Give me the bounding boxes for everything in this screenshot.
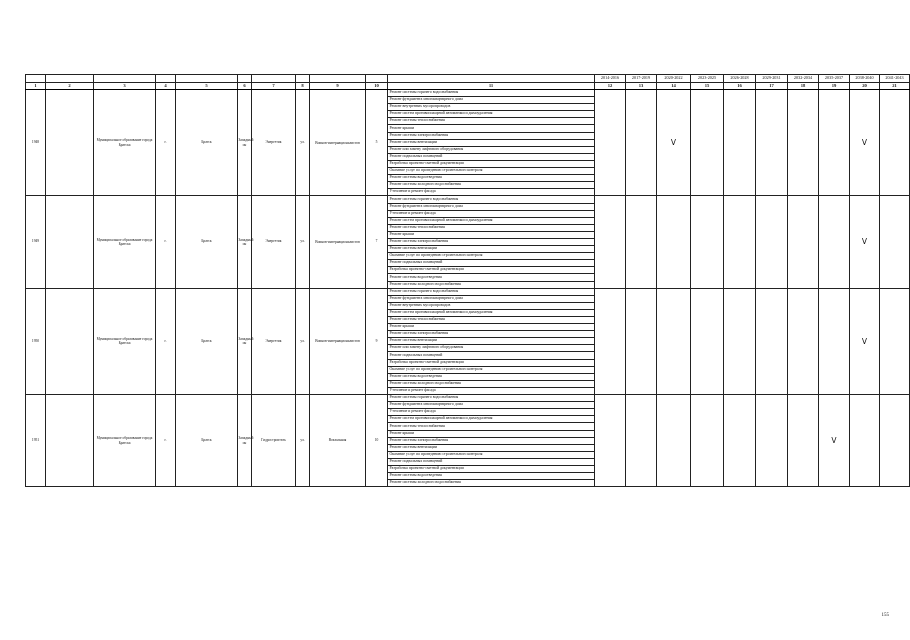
street-type-cell: ул.: [296, 196, 310, 288]
period-mark-cell: [819, 90, 850, 196]
blank-cell: [46, 196, 94, 288]
period-mark-cell: V: [850, 288, 880, 394]
municipality-cell: Муниципальное образование города Братска: [94, 196, 156, 288]
work-item: Ремонт системы теплоснабжения: [388, 224, 595, 231]
blank-cell: [46, 90, 94, 196]
period-header-row: [26, 75, 910, 83]
period-mark-cell: [626, 90, 657, 196]
work-item: Ремонт подвальных помещений: [388, 153, 595, 160]
column-number: 4: [156, 83, 176, 90]
work-item: Ремонт системы водоотведения: [388, 175, 595, 182]
street-cell: Воинов-интернационалистов: [310, 288, 366, 394]
house-number-cell: 9: [366, 288, 388, 394]
city-type-cell: г.: [156, 90, 176, 196]
work-item: Ремонт крыши: [388, 430, 595, 437]
house-number-cell: 7: [366, 196, 388, 288]
work-item: Утепление и ремонт фасада: [388, 189, 595, 196]
period-mark-cell: [788, 90, 819, 196]
street-cell: Воинов-интернационалистов: [310, 90, 366, 196]
column-number: 20: [850, 83, 880, 90]
street-type-cell: ул.: [296, 90, 310, 196]
work-item: Ремонт крыши: [388, 125, 595, 132]
work-item: Ремонт подвальных помещений: [388, 352, 595, 359]
work-item: Ремонт фундамента многоквартирного дома: [388, 295, 595, 302]
period-header: 2026-2028: [724, 75, 756, 83]
municipality-cell: Муниципальное образование города Братска: [94, 90, 156, 196]
column-number: 9: [310, 83, 366, 90]
column-number: 7: [252, 83, 296, 90]
column-number: 19: [819, 83, 850, 90]
period-header: 2020-2022: [657, 75, 691, 83]
period-mark-cell: [724, 90, 756, 196]
period-mark-cell: [595, 288, 626, 394]
city-type-cell: г.: [156, 196, 176, 288]
work-item: Утепление и ремонт фасада: [388, 210, 595, 217]
district-cell: Западный он: [238, 395, 252, 487]
period-mark-cell: V: [819, 395, 850, 487]
period-mark-cell: V: [850, 196, 880, 288]
column-number: 11: [388, 83, 595, 90]
record-number: 1951: [26, 395, 46, 487]
period-header: [296, 75, 310, 83]
period-mark-cell: [724, 395, 756, 487]
work-item: Ремонт крыши: [388, 324, 595, 331]
house-number-cell: 5: [366, 90, 388, 196]
city-cell: Братск: [176, 90, 238, 196]
work-item: Ремонт или замену лифтового оборудования: [388, 345, 595, 352]
work-item: Ремонт подвальных помещений: [388, 260, 595, 267]
work-item: Ремонт системы холодного водоснабжения: [388, 380, 595, 387]
period-header: 2038-2040: [850, 75, 880, 83]
work-item: Ремонт системы вентиляции: [388, 139, 595, 146]
work-item: Ремонт систем противопожарной автоматики и дымоудаления: [388, 309, 595, 316]
work-item: Ремонт системы горячего водоснабжения: [388, 395, 595, 402]
microdistrict-cell: Энергетик: [252, 90, 296, 196]
blank-cell: [46, 395, 94, 487]
period-header: 2032-2034: [788, 75, 819, 83]
work-item: Ремонт системы холодного водоснабжения: [388, 182, 595, 189]
city-cell: Братск: [176, 288, 238, 394]
column-number: 10: [366, 83, 388, 90]
column-number: 21: [880, 83, 910, 90]
period-mark-cell: [880, 196, 910, 288]
work-item: Утепление и ремонт фасада: [388, 387, 595, 394]
work-item: Ремонт системы электроснабжения: [388, 132, 595, 139]
period-mark-cell: [756, 90, 788, 196]
period-header: [366, 75, 388, 83]
period-header: [252, 75, 296, 83]
municipality-cell: Муниципальное образование города Братска: [94, 288, 156, 394]
period-mark-cell: [880, 288, 910, 394]
period-header: 2014-2016: [595, 75, 626, 83]
period-header: [94, 75, 156, 83]
work-item: Ремонт фундамента многоквартирного дома: [388, 97, 595, 104]
work-item: Оказание услуг по проведению строительного контроля: [388, 366, 595, 373]
period-mark-cell: [819, 196, 850, 288]
repair-schedule-table: [25, 74, 910, 487]
column-number-row: [26, 83, 910, 90]
period-header: [26, 75, 46, 83]
work-item: Ремонт крыши: [388, 231, 595, 238]
period-mark-cell: [788, 395, 819, 487]
city-type-cell: г.: [156, 288, 176, 394]
period-header: 2029-2031: [756, 75, 788, 83]
city-cell: Братск: [176, 196, 238, 288]
period-mark-cell: [819, 288, 850, 394]
work-item: Ремонт системы электроснабжения: [388, 331, 595, 338]
work-item: Ремонт или замену лифтового оборудования: [388, 146, 595, 153]
period-mark-cell: [880, 90, 910, 196]
period-mark-cell: [626, 196, 657, 288]
period-mark-cell: [626, 395, 657, 487]
period-mark-cell: [880, 395, 910, 487]
period-mark-cell: [756, 196, 788, 288]
period-header: [156, 75, 176, 83]
work-item: Утепление и ремонт фасада: [388, 409, 595, 416]
column-number: 5: [176, 83, 238, 90]
period-header: 2023-2025: [691, 75, 724, 83]
blank-cell: [46, 288, 94, 394]
work-item: Ремонт системы горячего водоснабжения: [388, 196, 595, 203]
work-item: Разработка проектно-сметной документации: [388, 267, 595, 274]
work-item: Оказание услуг по проведению строительного контроля: [388, 451, 595, 458]
period-mark-cell: [657, 395, 691, 487]
work-item: Ремонт систем противопожарной автоматики и дымоудаления: [388, 111, 595, 118]
period-header: [238, 75, 252, 83]
work-item: Ремонт систем противопожарной автоматики и дымоудаления: [388, 217, 595, 224]
work-item: Ремонт системы электроснабжения: [388, 437, 595, 444]
period-mark-cell: [595, 196, 626, 288]
column-number: 14: [657, 83, 691, 90]
record-number: 1949: [26, 196, 46, 288]
period-header: [388, 75, 595, 83]
street-type-cell: ул.: [296, 288, 310, 394]
period-mark-cell: [691, 90, 724, 196]
district-cell: Западный он: [238, 196, 252, 288]
work-item: Ремонт внутренних мусоропроводов: [388, 302, 595, 309]
work-item: Оказание услуг по проведению строительного контроля: [388, 168, 595, 175]
period-mark-cell: [595, 90, 626, 196]
work-item: Ремонт системы водоотведения: [388, 373, 595, 380]
period-mark-cell: V: [850, 90, 880, 196]
work-item: Разработка проектно-сметной документации: [388, 465, 595, 472]
microdistrict-cell: Гидростроитель: [252, 395, 296, 487]
work-item: Ремонт системы вентиляции: [388, 444, 595, 451]
column-number: 18: [788, 83, 819, 90]
page-number: 155: [881, 613, 889, 618]
period-header: [176, 75, 238, 83]
work-item: Ремонт системы горячего водоснабжения: [388, 288, 595, 295]
period-mark-cell: [691, 288, 724, 394]
work-item: Разработка проектно-сметной документации: [388, 160, 595, 167]
period-mark-cell: [657, 288, 691, 394]
work-item: Разработка проектно-сметной документации: [388, 359, 595, 366]
period-mark-cell: V: [657, 90, 691, 196]
period-mark-cell: [850, 395, 880, 487]
work-item: Ремонт системы холодного водоснабжения: [388, 281, 595, 288]
work-item: Ремонт фундамента многоквартирного дома: [388, 203, 595, 210]
microdistrict-cell: Энергетик: [252, 196, 296, 288]
work-item: Ремонт системы холодного водоснабжения: [388, 480, 595, 487]
work-item: Ремонт системы горячего водоснабжения: [388, 90, 595, 97]
microdistrict-cell: Энергетик: [252, 288, 296, 394]
period-mark-cell: [657, 196, 691, 288]
period-header: 2017-2019: [626, 75, 657, 83]
column-number: 12: [595, 83, 626, 90]
city-cell: Братск: [176, 395, 238, 487]
work-item: Ремонт системы теплоснабжения: [388, 317, 595, 324]
municipality-cell: Муниципальное образование города Братска: [94, 395, 156, 487]
period-mark-cell: [626, 288, 657, 394]
street-cell: Воинов-интернационалистов: [310, 196, 366, 288]
period-mark-cell: [788, 196, 819, 288]
work-item: Ремонт систем противопожарной автоматики и дымоудаления: [388, 416, 595, 423]
column-number: 2: [46, 83, 94, 90]
period-mark-cell: [691, 196, 724, 288]
column-number: 6: [238, 83, 252, 90]
work-item: Ремонт системы теплоснабжения: [388, 423, 595, 430]
period-mark-cell: [724, 288, 756, 394]
work-item: Ремонт внутренних мусоропроводов: [388, 104, 595, 111]
period-mark-cell: [788, 288, 819, 394]
period-header: 2041-2043: [880, 75, 910, 83]
work-row: [26, 196, 910, 203]
record-number: 1948: [26, 90, 46, 196]
record-number: 1950: [26, 288, 46, 394]
house-number-cell: 10: [366, 395, 388, 487]
period-mark-cell: [595, 395, 626, 487]
period-header: 2035-2037: [819, 75, 850, 83]
district-cell: Западный он: [238, 90, 252, 196]
city-type-cell: г.: [156, 395, 176, 487]
work-item: Оказание услуг по проведению строительного контроля: [388, 253, 595, 260]
street-type-cell: ул.: [296, 395, 310, 487]
street-cell: Вокзальная: [310, 395, 366, 487]
work-item: Ремонт фундамента многоквартирного дома: [388, 402, 595, 409]
column-number: 17: [756, 83, 788, 90]
work-item: Ремонт подвальных помещений: [388, 458, 595, 465]
work-item: Ремонт системы электроснабжения: [388, 238, 595, 245]
column-number: 16: [724, 83, 756, 90]
period-mark-cell: [691, 395, 724, 487]
period-header: [310, 75, 366, 83]
period-mark-cell: [756, 288, 788, 394]
work-item: Ремонт системы вентиляции: [388, 246, 595, 253]
column-number: 15: [691, 83, 724, 90]
work-item: Ремонт системы водоотведения: [388, 473, 595, 480]
column-number: 3: [94, 83, 156, 90]
work-item: Ремонт системы теплоснабжения: [388, 118, 595, 125]
work-item: Ремонт системы водоотведения: [388, 274, 595, 281]
period-mark-cell: [724, 196, 756, 288]
work-row: [26, 90, 910, 97]
column-number: 8: [296, 83, 310, 90]
district-cell: Западный он: [238, 288, 252, 394]
period-header: [46, 75, 94, 83]
column-number: 1: [26, 83, 46, 90]
column-number: 13: [626, 83, 657, 90]
work-item: Ремонт системы вентиляции: [388, 338, 595, 345]
period-mark-cell: [756, 395, 788, 487]
work-row: [26, 288, 910, 295]
work-row: [26, 395, 910, 402]
